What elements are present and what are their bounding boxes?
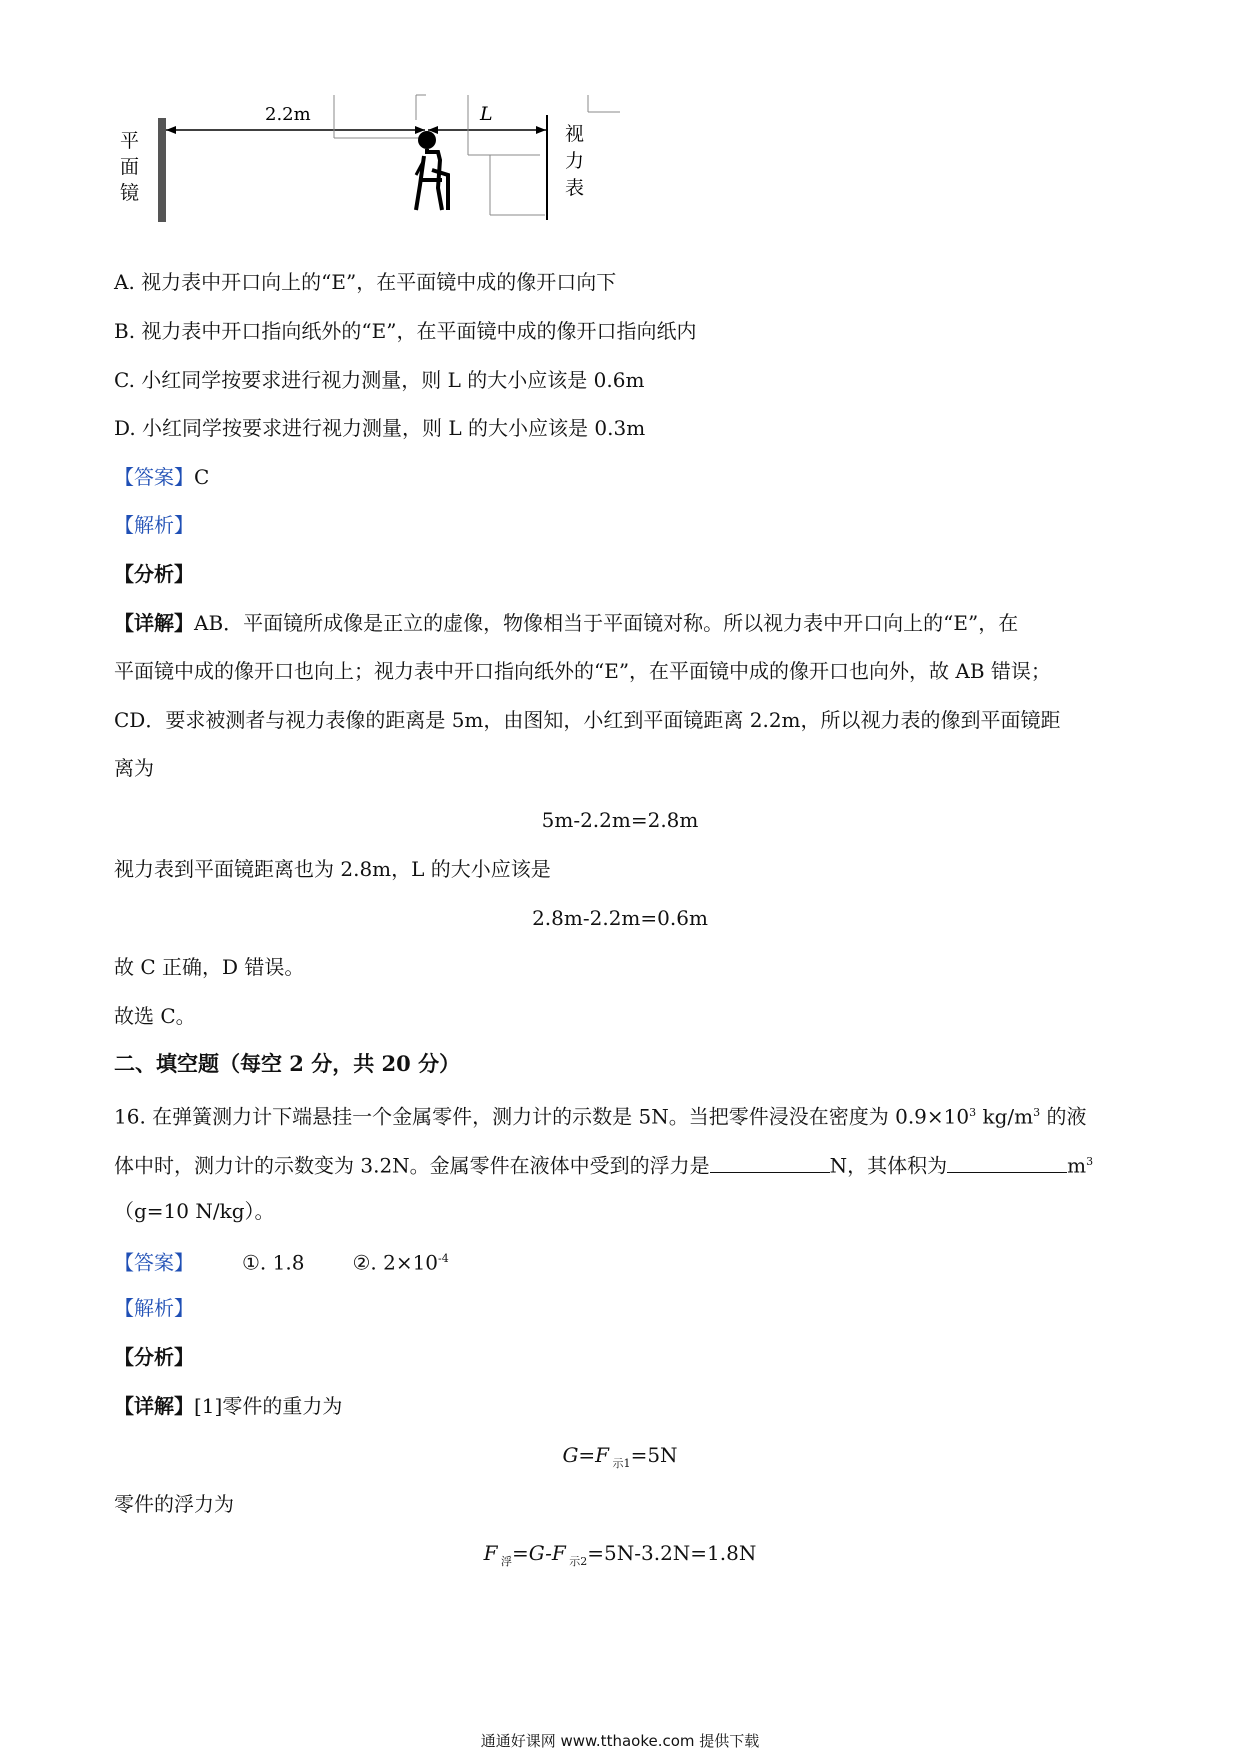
- blank-1: [710, 1154, 830, 1173]
- distance-label: 2.2m: [265, 104, 311, 125]
- seated-person-icon: [416, 131, 448, 210]
- footer: 通通好课网 www.tthaoke.com 提供下载: [480, 1732, 760, 1750]
- L-arrow-head-right: [536, 126, 546, 134]
- detail-line-1: [114, 609, 1018, 637]
- q16-sup-2: 3: [1033, 1106, 1041, 1119]
- q16-text-1b: kg/m: [976, 1104, 1034, 1129]
- q16-detail-tag: 【详解】: [114, 1394, 194, 1418]
- q16-buoy-line: 零件的浮力为: [114, 1492, 234, 1516]
- q16-fenxi-tag: 【分析】: [114, 1345, 194, 1369]
- q16-eq2-sub2: 示2: [565, 1555, 588, 1568]
- q16-eq2-sub: 浮: [497, 1555, 512, 1568]
- mirror-diagram: [120, 90, 620, 240]
- q16-eq2-a: F: [483, 1541, 498, 1565]
- q16-sup-1: 3: [969, 1106, 977, 1119]
- chart-label-2: 力: [565, 150, 585, 172]
- mirror-label-1: 平: [120, 130, 140, 152]
- q16-equation-1: [0, 1441, 1240, 1478]
- q16-detail-line: [114, 1392, 342, 1420]
- q16-equation-2: [0, 1539, 1240, 1576]
- equation-2: 2.8m-2.2m=0.6m: [532, 906, 708, 930]
- q16-text-1c: 的液: [1040, 1104, 1087, 1129]
- q16-answer-tag: 【答案】: [114, 1250, 194, 1275]
- q16-line-1: [114, 1099, 1086, 1131]
- q16-line-2: [114, 1148, 1093, 1180]
- q16-detail-text: [1]零件的重力为: [194, 1394, 343, 1418]
- q16-text-2b: N，其体积为: [829, 1153, 948, 1178]
- mirror-bar: [158, 118, 166, 222]
- blank-2: [947, 1154, 1067, 1173]
- option-c: C. 小红同学按要求进行视力测量，则 L 的大小应该是 0.6m: [114, 368, 645, 392]
- line-after-eq1: 视力表到平面镜距离也为 2.8m，L 的大小应该是: [114, 857, 551, 881]
- chart-label-3: 表: [565, 177, 585, 199]
- answer-row: [114, 463, 209, 491]
- conclusion-1: 故 C 正确，D 错误。: [114, 955, 305, 979]
- option-d: D. 小红同学按要求进行视力测量，则 L 的大小应该是 0.3m: [114, 416, 646, 440]
- q16-unit: m: [1067, 1153, 1087, 1178]
- q16-text-2a: 体中时，测力计的示数变为 3.2N。金属零件在液体中受到的浮力是: [114, 1153, 710, 1178]
- q16-eq1-a: G=F: [562, 1443, 610, 1467]
- q16-unit-sup: 3: [1086, 1155, 1094, 1168]
- equation-1: 5m-2.2m=2.8m: [541, 808, 699, 832]
- detail-line-4: 离为: [114, 756, 154, 780]
- q16-eq1-sub: 示1: [609, 1457, 631, 1470]
- mirror-label-3: 镜: [120, 182, 140, 204]
- jiexi-tag: 【解析】: [114, 513, 194, 537]
- detail-tag: 【详解】: [114, 611, 194, 635]
- q16-eq2-c: =5N-3.2N=1.8N: [587, 1541, 757, 1565]
- chart-label-1: 视: [565, 123, 585, 145]
- arrow-head-left: [166, 126, 176, 134]
- option-b: B. 视力表中开口指向纸外的“E”，在平面镜中成的像开口指向纸内: [114, 319, 697, 343]
- q16-line-3: （g=10 N/kg）。: [114, 1199, 275, 1223]
- q16-jiexi-tag: 【解析】: [114, 1296, 194, 1320]
- mirror-label-2: 面: [120, 156, 140, 178]
- q16-text-1a: 16. 在弹簧测力计下端悬挂一个金属零件，测力计的示数是 5N。当把零件浸没在密度为 0.9×10: [114, 1104, 970, 1129]
- option-a: A. 视力表中开口向上的“E”，在平面镜中成的像开口向下: [114, 270, 617, 294]
- q16-answer-2-sup: -4: [438, 1252, 449, 1265]
- section-title: 二、填空题（每空 2 分，共 20 分）: [114, 1051, 461, 1076]
- fenxi-tag: 【分析】: [114, 562, 194, 586]
- L-label: L: [480, 103, 493, 125]
- answer-tag: 【答案】: [114, 465, 194, 489]
- conclusion-2: 故选 C。: [114, 1004, 196, 1028]
- q16-answer-2: ②. 2×10: [352, 1250, 439, 1275]
- detail-text-1: AB．平面镜所成像是正立的虚像，物像相当于平面镜对称。所以视力表中开口向上的“E”，在: [194, 611, 1019, 635]
- q16-answer-row: [114, 1245, 449, 1277]
- q16-eq2-b: =G-F: [512, 1541, 566, 1565]
- q16-answer-1: ①. 1.8: [242, 1250, 305, 1275]
- detail-line-2: 平面镜中成的像开口也向上；视力表中开口指向纸外的“E”，在平面镜中成的像开口也向外，故 AB 错误；: [114, 659, 1051, 683]
- answer-value: C: [194, 465, 210, 489]
- detail-line-3: CD．要求被测者与视力表像的距离是 5m，由图知，小红到平面镜距离 2.2m，所以视力表的像到平面镜距: [114, 708, 1061, 732]
- q16-eq1-b: =5N: [630, 1443, 678, 1467]
